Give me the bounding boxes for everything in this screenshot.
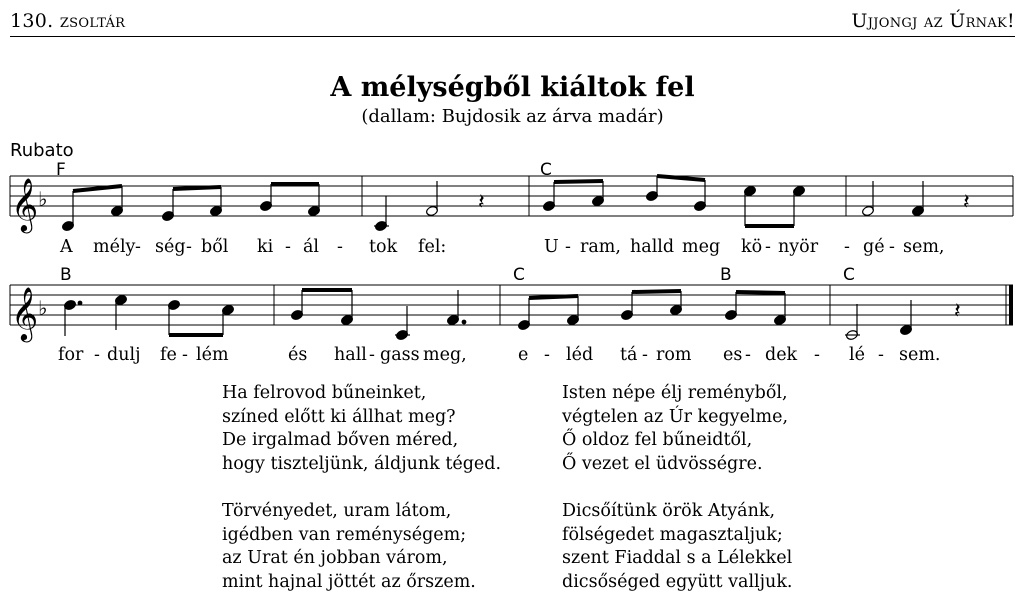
svg-text:𝄞: 𝄞 [11,286,39,340]
lyric-syllable: halld [630,237,675,257]
lyric-syllable: - [182,345,188,365]
lyric-syllable: ből [201,237,229,257]
lyric-syllable: ség [155,237,186,257]
lyric-syllable: - [94,345,100,365]
svg-text:𝄽: 𝄽 [954,299,961,324]
lyric-syllable: dulj [107,345,141,365]
lyric-syllable: gass [380,345,420,365]
lyric-syllable: - [878,345,884,365]
verse-block [222,500,476,594]
svg-text:𝄽: 𝄽 [963,190,970,215]
lyric-syllable: - [844,237,850,257]
verse-line: végtelen az Úr kegyelme, [562,406,789,427]
lyric-syllable: for [58,345,84,365]
svg-text:♭: ♭ [38,296,48,320]
lyric-syllable: dek [765,345,798,365]
lyric-syllable: fe [160,345,177,365]
lyric-syllable: ki [257,237,274,257]
tempo-marking: Rubato [10,140,74,161]
lyric-syllable: fel: [418,237,447,257]
lyric-syllable: gé [863,237,885,257]
verse-block [562,382,788,476]
lyric-syllable: hall [334,345,367,365]
lyric-syllable: - [889,237,895,257]
verse-line: igédben van reménységem; [222,524,467,545]
lyric-syllable: sem, [903,237,945,257]
lyric-syllable: nyör [778,237,819,257]
lyric-syllable: lém [196,345,229,365]
svg-text:𝄽: 𝄽 [478,190,485,215]
lyric-syllable: mély [93,237,136,257]
lyric-syllable: léd [566,345,594,365]
page-header-right: Ujjongj az Úrnak! [851,10,1015,32]
lyric-syllable: es [723,345,743,365]
verse-block [222,382,501,476]
verse-line: szent Fiaddal s a Lélekkel [562,548,793,568]
lyric-syllable: lé [849,345,865,365]
lyric-syllable: U [544,237,559,257]
chord-symbol: C [843,265,855,285]
verse-line: Ő vezet el üdvösségre. [562,453,763,474]
lyric-syllable: - [745,345,751,365]
page-header-left: 130. zsoltár [10,10,126,32]
lyric-syllable: - [186,237,192,257]
verse-line: színed előtt ki állhat meg? [222,406,456,427]
verse-line: Ő oldoz fel bűneidtől, [562,430,753,450]
verse-line: hogy tiszteljünk, áldjunk téged. [222,453,502,474]
lyric-syllable: tok [369,237,398,257]
verse-line: Isten népe élj reményből, [562,383,788,403]
verse-line: De irgalmad bőven méred, [222,430,459,450]
chord-symbol: B [60,265,72,285]
lyric-syllable: - [642,345,648,365]
verse-block [562,500,793,594]
lyric-syllable: és [288,345,308,365]
lyric-syllable: ram, [580,237,621,257]
lyric-syllable: - [565,237,571,257]
verse-line: Ha felrovod bűneinket, [222,383,427,403]
chord-symbol: B [720,265,732,285]
lyric-syllable: - [544,345,550,365]
svg-text:♭: ♭ [38,187,48,211]
lyric-syllable: - [337,237,343,257]
lyric-syllable: sem. [899,345,941,365]
lyric-syllable: - [285,237,291,257]
lyric-syllable: A [60,237,73,257]
chord-symbol: C [513,265,525,285]
lyric-syllable: tá [620,345,638,365]
chord-symbol: C [540,160,552,180]
song-title: A mélységből kiáltok fel [330,72,695,103]
lyric-syllable: meg, [423,345,467,365]
verse-line: Törvényedet, uram látom, [222,501,452,521]
song-subtitle: (dallam: Bujdosik az árva madár) [361,106,664,127]
chord-symbol: F [56,160,66,180]
lyric-syllable: - [135,237,141,257]
verse-line: az Urat én jobban várom, [222,548,448,568]
lyric-syllable: - [814,345,820,365]
svg-text:𝄞: 𝄞 [11,177,39,231]
lyric-syllable: meg [682,237,721,257]
lyric-syllable: - [369,345,375,365]
lyric-syllable: rom [656,345,692,365]
lyric-syllable: kö [741,237,763,257]
verse-line: mint hajnal jöttét az őrszem. [222,571,476,592]
verse-line: Dicsőítünk örök Atyánk, [562,501,776,521]
lyric-syllable: e [518,345,529,365]
verse-line: dicsőséged együtt valljuk. [562,571,793,592]
verse-line: fölségedet magasztaljuk; [562,524,783,545]
lyric-syllable: - [765,237,771,257]
lyric-syllable: ál [303,237,320,257]
